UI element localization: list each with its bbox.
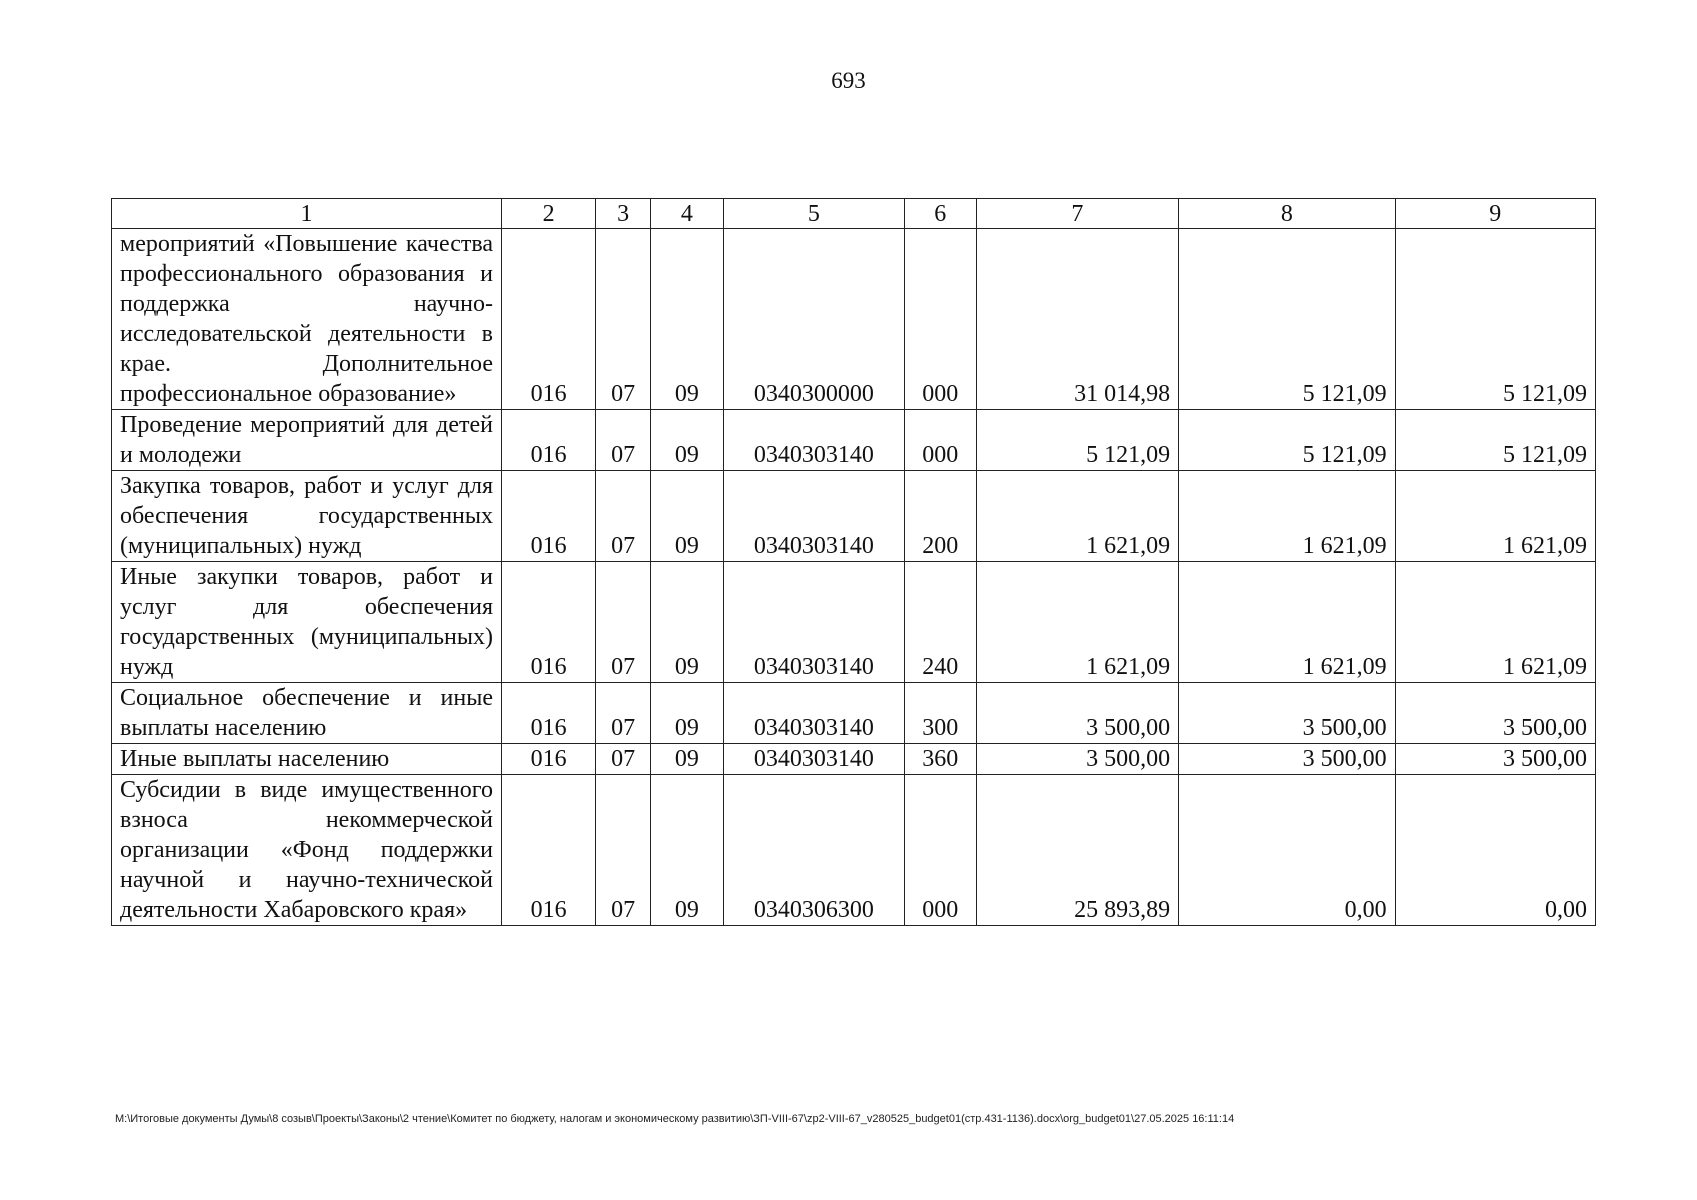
row-admin-code: 016: [502, 744, 596, 775]
row-amount-8: 1 621,09: [1179, 471, 1395, 562]
row-admin-code: 016: [502, 562, 596, 683]
row-target-article: 0340303140: [723, 562, 904, 683]
row-admin-code: 016: [502, 229, 596, 410]
row-amount-8: 1 621,09: [1179, 562, 1395, 683]
row-name: Иные закупки товаров, работ и услуг для обеспечения государственных (муниципальных) нужд: [112, 562, 502, 683]
row-subsection-code: 09: [650, 471, 723, 562]
row-target-article: 0340303140: [723, 471, 904, 562]
row-admin-code: 016: [502, 775, 596, 926]
row-name: мероприятий «Повышение качества профессионального образования и поддержка научно-исследовательской деятельности в крае. Дополнительное профессиональное образование»: [112, 229, 502, 410]
header-col-5: 5: [723, 199, 904, 229]
row-target-article: 0340300000: [723, 229, 904, 410]
header-col-8: 8: [1179, 199, 1395, 229]
row-section-code: 07: [596, 229, 651, 410]
file-path-footer: M:\Итоговые документы Думы\8 созыв\Проекты\Законы\2 чтение\Комитет по бюджету, налогам и экономическому развитию\ЗП-VIII-67\zp2-VIII-67_v280525_budget01(стр.431-1136).docx\org_budget01\27.05.2025 16:11:14: [115, 1113, 1235, 1125]
row-section-code: 07: [596, 562, 651, 683]
row-subsection-code: 09: [650, 410, 723, 471]
row-amount-9: 1 621,09: [1395, 471, 1595, 562]
row-subsection-code: 09: [650, 744, 723, 775]
header-col-7: 7: [976, 199, 1179, 229]
header-row: [112, 199, 1596, 229]
row-name: Субсидии в виде имущественного взноса некоммерческой организации «Фонд поддержки научной и научно-технической деятельности Хабаровского края»: [112, 775, 502, 926]
row-amount-8: 5 121,09: [1179, 410, 1395, 471]
row-expense-type: 240: [904, 562, 976, 683]
header-col-9: 9: [1395, 199, 1595, 229]
table-row: [112, 683, 1596, 744]
row-expense-type: 000: [904, 229, 976, 410]
row-amount-7: 5 121,09: [976, 410, 1179, 471]
row-section-code: 07: [596, 683, 651, 744]
row-amount-9: 3 500,00: [1395, 683, 1595, 744]
row-amount-9: 0,00: [1395, 775, 1595, 926]
row-admin-code: 016: [502, 683, 596, 744]
row-amount-9: 5 121,09: [1395, 410, 1595, 471]
row-expense-type: 000: [904, 775, 976, 926]
header-col-3: 3: [596, 199, 651, 229]
row-amount-8: 3 500,00: [1179, 744, 1395, 775]
row-name: Иные выплаты населению: [112, 744, 502, 775]
budget-table: [111, 198, 1596, 926]
row-expense-type: 000: [904, 410, 976, 471]
row-amount-7: 3 500,00: [976, 683, 1179, 744]
row-target-article: 0340303140: [723, 683, 904, 744]
row-amount-8: 5 121,09: [1179, 229, 1395, 410]
row-amount-9: 5 121,09: [1395, 229, 1595, 410]
row-amount-7: 1 621,09: [976, 562, 1179, 683]
header-col-4: 4: [650, 199, 723, 229]
row-subsection-code: 09: [650, 229, 723, 410]
row-expense-type: 200: [904, 471, 976, 562]
row-target-article: 0340303140: [723, 410, 904, 471]
row-name: Социальное обеспечение и иные выплаты населению: [112, 683, 502, 744]
header-col-6: 6: [904, 199, 976, 229]
row-section-code: 07: [596, 744, 651, 775]
row-amount-9: 1 621,09: [1395, 562, 1595, 683]
row-expense-type: 300: [904, 683, 976, 744]
row-expense-type: 360: [904, 744, 976, 775]
row-amount-9: 3 500,00: [1395, 744, 1595, 775]
header-col-2: 2: [502, 199, 596, 229]
table-row: [112, 775, 1596, 926]
row-admin-code: 016: [502, 410, 596, 471]
table-row: [112, 562, 1596, 683]
row-section-code: 07: [596, 471, 651, 562]
row-amount-7: 1 621,09: [976, 471, 1179, 562]
row-target-article: 0340306300: [723, 775, 904, 926]
row-amount-7: 25 893,89: [976, 775, 1179, 926]
table-row: [112, 471, 1596, 562]
row-target-article: 0340303140: [723, 744, 904, 775]
table-row: [112, 229, 1596, 410]
row-subsection-code: 09: [650, 683, 723, 744]
page-number: 693: [831, 68, 866, 93]
row-amount-7: 3 500,00: [976, 744, 1179, 775]
row-section-code: 07: [596, 775, 651, 926]
row-subsection-code: 09: [650, 562, 723, 683]
row-admin-code: 016: [502, 471, 596, 562]
table-row: [112, 744, 1596, 775]
row-amount-8: 3 500,00: [1179, 683, 1395, 744]
table-row: [112, 410, 1596, 471]
row-name: Закупка товаров, работ и услуг для обеспечения государственных (муниципальных) нужд: [112, 471, 502, 562]
row-amount-8: 0,00: [1179, 775, 1395, 926]
row-subsection-code: 09: [650, 775, 723, 926]
row-amount-7: 31 014,98: [976, 229, 1179, 410]
header-col-1: 1: [112, 199, 502, 229]
row-name: Проведение мероприятий для детей и молодежи: [112, 410, 502, 471]
row-section-code: 07: [596, 410, 651, 471]
